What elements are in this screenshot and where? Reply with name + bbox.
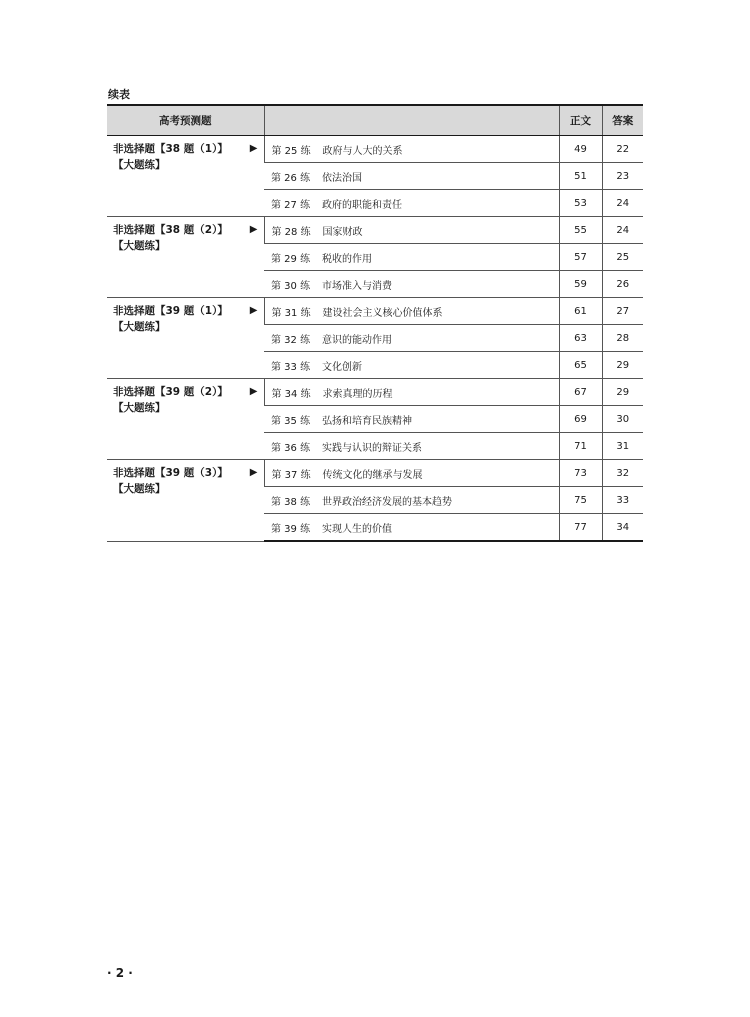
play-arrow-icon: ▶ (249, 305, 258, 316)
lesson-cell (264, 325, 559, 352)
lesson-number: 第 32 练 (271, 334, 311, 346)
answer-page-number: 32 (602, 460, 643, 487)
lesson-number: 第 30 练 (271, 280, 311, 292)
play-arrow-icon: ▶ (249, 467, 258, 478)
play-arrow-icon: ▶ (249, 386, 258, 397)
lesson-cell (264, 487, 559, 514)
lesson-cell (264, 514, 559, 542)
answer-page-number: 31 (602, 433, 643, 460)
answer-page-number: 30 (602, 406, 643, 433)
lesson-title: 政府与人大的关系 (322, 145, 403, 157)
lesson-title: 政府的职能和责任 (322, 199, 402, 211)
question-group-title: 非选择题【39 题（1）】 (113, 305, 228, 317)
play-arrow-icon: ▶ (249, 224, 258, 235)
lesson-title: 税收的作用 (322, 253, 372, 265)
lesson-title: 世界政治经济发展的基本趋势 (322, 496, 452, 508)
lesson-cell (264, 271, 559, 298)
question-group-title: 非选择题【39 题（2）】 (113, 386, 228, 398)
continued-label: 续表 (108, 88, 130, 101)
lesson-title: 建设社会主义核心价值体系 (322, 307, 443, 319)
lesson-title: 国家财政 (322, 226, 363, 238)
table-header-row (107, 105, 643, 136)
text-page-number: 77 (559, 514, 602, 542)
lesson-title: 文化创新 (322, 361, 362, 373)
table-row[interactable] (107, 460, 643, 487)
lesson-number: 第 37 练 (271, 469, 311, 481)
text-page-number: 73 (559, 460, 602, 487)
text-page-number: 57 (559, 244, 602, 271)
lesson-number: 第 29 练 (271, 253, 311, 265)
lesson-number: 第 35 练 (271, 415, 311, 427)
lesson-cell (264, 379, 559, 406)
question-group-subtitle: 【大题练】 (113, 321, 166, 333)
answer-page-number: 23 (602, 163, 643, 190)
lesson-number: 第 31 练 (271, 307, 311, 319)
answer-page-number: 34 (602, 514, 643, 542)
text-page-number: 61 (559, 298, 602, 325)
answer-page-number: 26 (602, 271, 643, 298)
lesson-number: 第 33 练 (271, 361, 311, 373)
text-page-number: 55 (559, 217, 602, 244)
answer-page-number: 29 (602, 379, 643, 406)
lesson-number: 第 25 练 (271, 145, 311, 157)
answer-page-number: 33 (602, 487, 643, 514)
question-group-cell (107, 460, 264, 542)
lesson-cell (264, 298, 559, 325)
answer-page-number: 27 (602, 298, 643, 325)
text-page-number: 69 (559, 406, 602, 433)
lesson-number: 第 36 练 (271, 442, 311, 454)
question-group-title: 非选择题【39 题（3）】 (113, 467, 228, 479)
lesson-cell (264, 433, 559, 460)
table-row[interactable] (107, 298, 643, 325)
lesson-number: 第 28 练 (271, 226, 311, 238)
text-page-number: 71 (559, 433, 602, 460)
table-row[interactable] (107, 136, 643, 163)
lesson-title: 意识的能动作用 (322, 334, 392, 346)
answer-page-number: 24 (602, 217, 643, 244)
text-page-number: 49 (559, 136, 602, 163)
question-group-subtitle: 【大题练】 (113, 483, 166, 495)
question-group-title: 非选择题【38 题（2）】 (113, 224, 228, 236)
text-page-number: 63 (559, 325, 602, 352)
header-text-page: 正文 (559, 105, 602, 136)
header-answer-page: 答案 (602, 105, 643, 136)
lesson-cell (264, 352, 559, 379)
answer-page-number: 24 (602, 190, 643, 217)
lesson-number: 第 26 练 (271, 172, 311, 184)
lesson-cell (264, 244, 559, 271)
question-group-cell (107, 298, 264, 379)
lesson-title: 依法治国 (322, 172, 362, 184)
lesson-number: 第 27 练 (271, 199, 311, 211)
question-group-subtitle: 【大题练】 (113, 402, 166, 414)
question-group-cell (107, 379, 264, 460)
question-group-subtitle: 【大题练】 (113, 240, 166, 252)
lesson-number: 第 34 练 (271, 388, 311, 400)
lesson-number: 第 38 练 (271, 496, 311, 508)
lesson-number: 第 39 练 (271, 523, 311, 535)
answer-page-number: 25 (602, 244, 643, 271)
text-page-number: 53 (559, 190, 602, 217)
question-group-cell (107, 136, 264, 217)
lesson-title: 求索真理的历程 (322, 388, 393, 400)
header-predict-questions: 高考预测题 (107, 105, 264, 136)
contents-table (107, 104, 643, 542)
text-page-number: 51 (559, 163, 602, 190)
text-page-number: 65 (559, 352, 602, 379)
text-page-number: 59 (559, 271, 602, 298)
lesson-cell (264, 406, 559, 433)
lesson-title: 实践与认识的辩证关系 (322, 442, 422, 454)
page-number: · 2 · (107, 966, 133, 980)
text-page-number: 67 (559, 379, 602, 406)
lesson-title: 市场准入与消费 (322, 280, 392, 292)
lesson-title: 传统文化的继承与发展 (322, 469, 423, 481)
lesson-title: 弘扬和培育民族精神 (322, 415, 412, 427)
question-group-title: 非选择题【38 题（1）】 (113, 143, 228, 155)
play-arrow-icon: ▶ (249, 143, 258, 154)
question-group-cell (107, 217, 264, 298)
lesson-cell (264, 190, 559, 217)
lesson-cell (264, 163, 559, 190)
header-lesson (264, 105, 559, 136)
lesson-cell (264, 217, 559, 244)
answer-page-number: 22 (602, 136, 643, 163)
text-page-number: 75 (559, 487, 602, 514)
table-row[interactable] (107, 217, 643, 244)
table-row[interactable] (107, 379, 643, 406)
answer-page-number: 28 (602, 325, 643, 352)
question-group-subtitle: 【大题练】 (113, 159, 166, 171)
answer-page-number: 29 (602, 352, 643, 379)
lesson-cell (264, 460, 559, 487)
lesson-cell (264, 136, 559, 163)
lesson-title: 实现人生的价值 (322, 523, 392, 535)
